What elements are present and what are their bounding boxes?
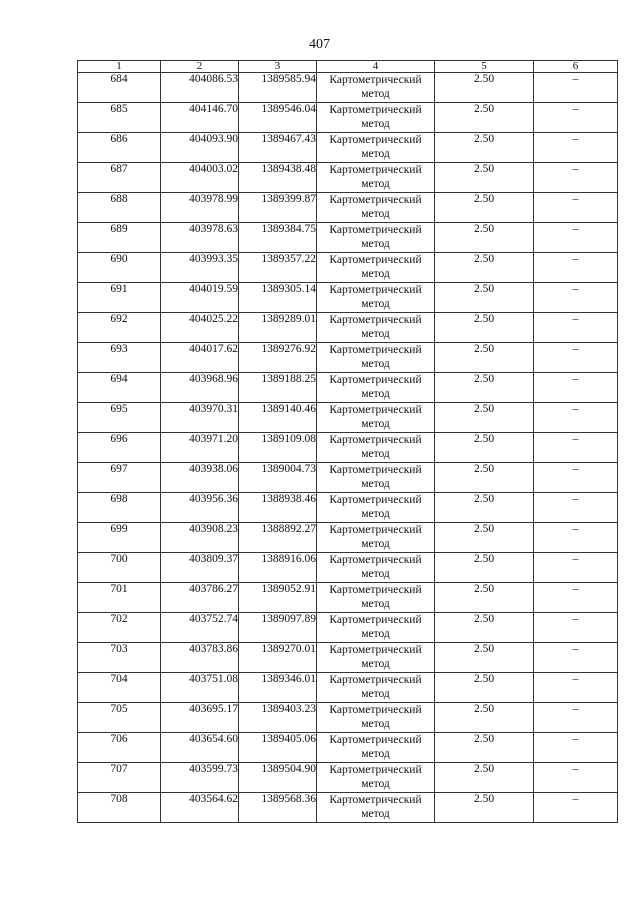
- method-line: Картометрический: [329, 194, 422, 206]
- error-cell: 2.50: [435, 793, 534, 823]
- x-coordinate-cell: 404025.22: [161, 313, 239, 343]
- method-line: метод: [361, 778, 390, 790]
- y-coordinate-cell: 1388938.46: [239, 493, 317, 523]
- note-cell: –: [534, 733, 618, 763]
- x-coordinate-cell: 403564.62: [161, 793, 239, 823]
- point-number-cell: 688: [78, 193, 161, 223]
- method-line: метод: [361, 178, 390, 190]
- note-cell: –: [534, 613, 618, 643]
- table-row: [78, 193, 618, 223]
- point-number-cell: 707: [78, 763, 161, 793]
- method-cell: [317, 703, 435, 733]
- y-coordinate-cell: 1389405.06: [239, 733, 317, 763]
- table-row: [78, 73, 618, 103]
- note-cell: –: [534, 643, 618, 673]
- method-cell: [317, 583, 435, 613]
- point-number-cell: 699: [78, 523, 161, 553]
- x-coordinate-cell: 403809.37: [161, 553, 239, 583]
- column-header: 5: [435, 61, 534, 73]
- error-cell: 2.50: [435, 253, 534, 283]
- note-cell: –: [534, 73, 618, 103]
- method-line: метод: [361, 598, 390, 610]
- error-cell: 2.50: [435, 433, 534, 463]
- method-line: Картометрический: [329, 374, 422, 386]
- table-row: [78, 763, 618, 793]
- table-row: [78, 733, 618, 763]
- method-line: метод: [361, 358, 390, 370]
- x-coordinate-cell: 404003.02: [161, 163, 239, 193]
- method-line: Картометрический: [329, 404, 422, 416]
- note-cell: –: [534, 343, 618, 373]
- x-coordinate-cell: 404146.70: [161, 103, 239, 133]
- method-line: Картометрический: [329, 704, 422, 716]
- point-number-cell: 685: [78, 103, 161, 133]
- method-cell: [317, 613, 435, 643]
- note-cell: –: [534, 553, 618, 583]
- method-cell: [317, 673, 435, 703]
- table-row: [78, 403, 618, 433]
- note-cell: –: [534, 523, 618, 553]
- table-row: [78, 103, 618, 133]
- x-coordinate-cell: 403783.86: [161, 643, 239, 673]
- y-coordinate-cell: 1389109.08: [239, 433, 317, 463]
- note-cell: –: [534, 793, 618, 823]
- table-row: [78, 133, 618, 163]
- method-cell: [317, 223, 435, 253]
- x-coordinate-cell: 403971.20: [161, 433, 239, 463]
- column-header: 2: [161, 61, 239, 73]
- column-header: 6: [534, 61, 618, 73]
- note-cell: –: [534, 253, 618, 283]
- method-line: Картометрический: [329, 794, 422, 806]
- error-cell: 2.50: [435, 103, 534, 133]
- y-coordinate-cell: 1389052.91: [239, 583, 317, 613]
- point-number-cell: 697: [78, 463, 161, 493]
- note-cell: –: [534, 763, 618, 793]
- x-coordinate-cell: 403968.96: [161, 373, 239, 403]
- method-cell: [317, 163, 435, 193]
- method-line: Картометрический: [329, 164, 422, 176]
- note-cell: –: [534, 463, 618, 493]
- note-cell: –: [534, 493, 618, 523]
- method-line: Картометрический: [329, 554, 422, 566]
- method-line: Картометрический: [329, 734, 422, 746]
- point-number-cell: 708: [78, 793, 161, 823]
- method-line: метод: [361, 718, 390, 730]
- method-line: Картометрический: [329, 584, 422, 596]
- table-row: [78, 673, 618, 703]
- error-cell: 2.50: [435, 493, 534, 523]
- y-coordinate-cell: 1389467.43: [239, 133, 317, 163]
- y-coordinate-cell: 1389438.48: [239, 163, 317, 193]
- method-line: метод: [361, 538, 390, 550]
- method-line: Картометрический: [329, 284, 422, 296]
- method-cell: [317, 283, 435, 313]
- method-line: метод: [361, 118, 390, 130]
- method-line: Картометрический: [329, 494, 422, 506]
- error-cell: 2.50: [435, 133, 534, 163]
- error-cell: 2.50: [435, 313, 534, 343]
- error-cell: 2.50: [435, 193, 534, 223]
- point-number-cell: 692: [78, 313, 161, 343]
- table-row: [78, 523, 618, 553]
- method-line: метод: [361, 478, 390, 490]
- column-header: 4: [317, 61, 435, 73]
- y-coordinate-cell: 1389140.46: [239, 403, 317, 433]
- method-line: метод: [361, 448, 390, 460]
- note-cell: –: [534, 373, 618, 403]
- y-coordinate-cell: 1389004.73: [239, 463, 317, 493]
- error-cell: 2.50: [435, 283, 534, 313]
- table-row: [78, 433, 618, 463]
- table-row: [78, 553, 618, 583]
- point-number-cell: 686: [78, 133, 161, 163]
- note-cell: –: [534, 193, 618, 223]
- error-cell: 2.50: [435, 223, 534, 253]
- method-line: Картометрический: [329, 764, 422, 776]
- y-coordinate-cell: 1389270.01: [239, 643, 317, 673]
- method-line: Картометрический: [329, 644, 422, 656]
- point-number-cell: 687: [78, 163, 161, 193]
- x-coordinate-cell: 403993.35: [161, 253, 239, 283]
- method-line: метод: [361, 208, 390, 220]
- y-coordinate-cell: 1389568.36: [239, 793, 317, 823]
- method-line: метод: [361, 628, 390, 640]
- method-line: метод: [361, 568, 390, 580]
- column-header: 3: [239, 61, 317, 73]
- x-coordinate-cell: 403752.74: [161, 613, 239, 643]
- method-line: Картометрический: [329, 464, 422, 476]
- method-line: Картометрический: [329, 74, 422, 86]
- y-coordinate-cell: 1389403.23: [239, 703, 317, 733]
- error-cell: 2.50: [435, 463, 534, 493]
- x-coordinate-cell: 403695.17: [161, 703, 239, 733]
- x-coordinate-cell: 403956.36: [161, 493, 239, 523]
- method-cell: [317, 343, 435, 373]
- column-header: 1: [78, 61, 161, 73]
- y-coordinate-cell: 1389289.01: [239, 313, 317, 343]
- table-row: [78, 253, 618, 283]
- method-line: Картометрический: [329, 104, 422, 116]
- y-coordinate-cell: 1389346.01: [239, 673, 317, 703]
- table-row: [78, 283, 618, 313]
- method-cell: [317, 793, 435, 823]
- x-coordinate-cell: 403654.60: [161, 733, 239, 763]
- method-cell: [317, 193, 435, 223]
- method-line: метод: [361, 688, 390, 700]
- error-cell: 2.50: [435, 703, 534, 733]
- error-cell: 2.50: [435, 583, 534, 613]
- error-cell: 2.50: [435, 733, 534, 763]
- page-number: 407: [309, 37, 330, 52]
- x-coordinate-cell: 404086.53: [161, 73, 239, 103]
- method-line: Картометрический: [329, 314, 422, 326]
- note-cell: –: [534, 583, 618, 613]
- point-number-cell: 690: [78, 253, 161, 283]
- method-cell: [317, 433, 435, 463]
- y-coordinate-cell: 1388892.27: [239, 523, 317, 553]
- note-cell: –: [534, 313, 618, 343]
- error-cell: 2.50: [435, 763, 534, 793]
- note-cell: –: [534, 673, 618, 703]
- method-cell: [317, 463, 435, 493]
- error-cell: 2.50: [435, 643, 534, 673]
- error-cell: 2.50: [435, 403, 534, 433]
- y-coordinate-cell: 1389305.14: [239, 283, 317, 313]
- point-number-cell: 702: [78, 613, 161, 643]
- method-cell: [317, 733, 435, 763]
- method-line: метод: [361, 328, 390, 340]
- method-cell: [317, 253, 435, 283]
- x-coordinate-cell: 404017.62: [161, 343, 239, 373]
- method-line: метод: [361, 268, 390, 280]
- method-cell: [317, 493, 435, 523]
- method-cell: [317, 763, 435, 793]
- method-cell: [317, 313, 435, 343]
- table-row: [78, 613, 618, 643]
- note-cell: –: [534, 133, 618, 163]
- table-row: [78, 223, 618, 253]
- point-number-cell: 703: [78, 643, 161, 673]
- method-line: метод: [361, 658, 390, 670]
- method-line: метод: [361, 148, 390, 160]
- error-cell: 2.50: [435, 523, 534, 553]
- point-number-cell: 701: [78, 583, 161, 613]
- x-coordinate-cell: 404019.59: [161, 283, 239, 313]
- error-cell: 2.50: [435, 163, 534, 193]
- x-coordinate-cell: 403978.99: [161, 193, 239, 223]
- y-coordinate-cell: 1389504.90: [239, 763, 317, 793]
- note-cell: –: [534, 703, 618, 733]
- x-coordinate-cell: 404093.90: [161, 133, 239, 163]
- y-coordinate-cell: 1389399.87: [239, 193, 317, 223]
- method-line: метод: [361, 298, 390, 310]
- method-line: метод: [361, 238, 390, 250]
- point-number-cell: 691: [78, 283, 161, 313]
- method-line: метод: [361, 88, 390, 100]
- method-line: Картометрический: [329, 344, 422, 356]
- method-line: Картометрический: [329, 224, 422, 236]
- table-row: [78, 703, 618, 733]
- table-row: [78, 163, 618, 193]
- method-line: метод: [361, 388, 390, 400]
- note-cell: –: [534, 283, 618, 313]
- x-coordinate-cell: 403908.23: [161, 523, 239, 553]
- x-coordinate-cell: 403970.31: [161, 403, 239, 433]
- error-cell: 2.50: [435, 673, 534, 703]
- point-number-cell: 689: [78, 223, 161, 253]
- method-line: Картометрический: [329, 134, 422, 146]
- y-coordinate-cell: 1388916.06: [239, 553, 317, 583]
- error-cell: 2.50: [435, 73, 534, 103]
- method-cell: [317, 403, 435, 433]
- method-cell: [317, 373, 435, 403]
- error-cell: 2.50: [435, 343, 534, 373]
- y-coordinate-cell: 1389097.89: [239, 613, 317, 643]
- point-number-cell: 693: [78, 343, 161, 373]
- y-coordinate-cell: 1389585.94: [239, 73, 317, 103]
- point-number-cell: 696: [78, 433, 161, 463]
- note-cell: –: [534, 433, 618, 463]
- method-cell: [317, 73, 435, 103]
- error-cell: 2.50: [435, 613, 534, 643]
- table-row: [78, 343, 618, 373]
- point-number-cell: 684: [78, 73, 161, 103]
- error-cell: 2.50: [435, 373, 534, 403]
- y-coordinate-cell: 1389384.75: [239, 223, 317, 253]
- method-line: Картометрический: [329, 674, 422, 686]
- table-header-row: [78, 61, 618, 73]
- y-coordinate-cell: 1389188.25: [239, 373, 317, 403]
- point-number-cell: 694: [78, 373, 161, 403]
- point-number-cell: 700: [78, 553, 161, 583]
- method-cell: [317, 103, 435, 133]
- x-coordinate-cell: 403599.73: [161, 763, 239, 793]
- method-line: Картометрический: [329, 434, 422, 446]
- table-row: [78, 373, 618, 403]
- point-number-cell: 695: [78, 403, 161, 433]
- table-row: [78, 313, 618, 343]
- method-line: метод: [361, 808, 390, 820]
- error-cell: 2.50: [435, 553, 534, 583]
- point-number-cell: 698: [78, 493, 161, 523]
- method-cell: [317, 553, 435, 583]
- method-line: метод: [361, 418, 390, 430]
- coordinates-table: [77, 60, 618, 823]
- point-number-cell: 705: [78, 703, 161, 733]
- note-cell: –: [534, 223, 618, 253]
- method-line: Картометрический: [329, 614, 422, 626]
- note-cell: –: [534, 403, 618, 433]
- method-line: метод: [361, 508, 390, 520]
- y-coordinate-cell: 1389546.04: [239, 103, 317, 133]
- point-number-cell: 704: [78, 673, 161, 703]
- table-row: [78, 493, 618, 523]
- method-cell: [317, 523, 435, 553]
- method-line: метод: [361, 748, 390, 760]
- x-coordinate-cell: 403786.27: [161, 583, 239, 613]
- y-coordinate-cell: 1389276.92: [239, 343, 317, 373]
- point-number-cell: 706: [78, 733, 161, 763]
- method-cell: [317, 133, 435, 163]
- note-cell: –: [534, 163, 618, 193]
- x-coordinate-cell: 403751.08: [161, 673, 239, 703]
- x-coordinate-cell: 403938.06: [161, 463, 239, 493]
- table-row: [78, 793, 618, 823]
- y-coordinate-cell: 1389357.22: [239, 253, 317, 283]
- table-row: [78, 643, 618, 673]
- method-cell: [317, 643, 435, 673]
- method-line: Картометрический: [329, 254, 422, 266]
- x-coordinate-cell: 403978.63: [161, 223, 239, 253]
- method-line: Картометрический: [329, 524, 422, 536]
- note-cell: –: [534, 103, 618, 133]
- table-row: [78, 463, 618, 493]
- table-row: [78, 583, 618, 613]
